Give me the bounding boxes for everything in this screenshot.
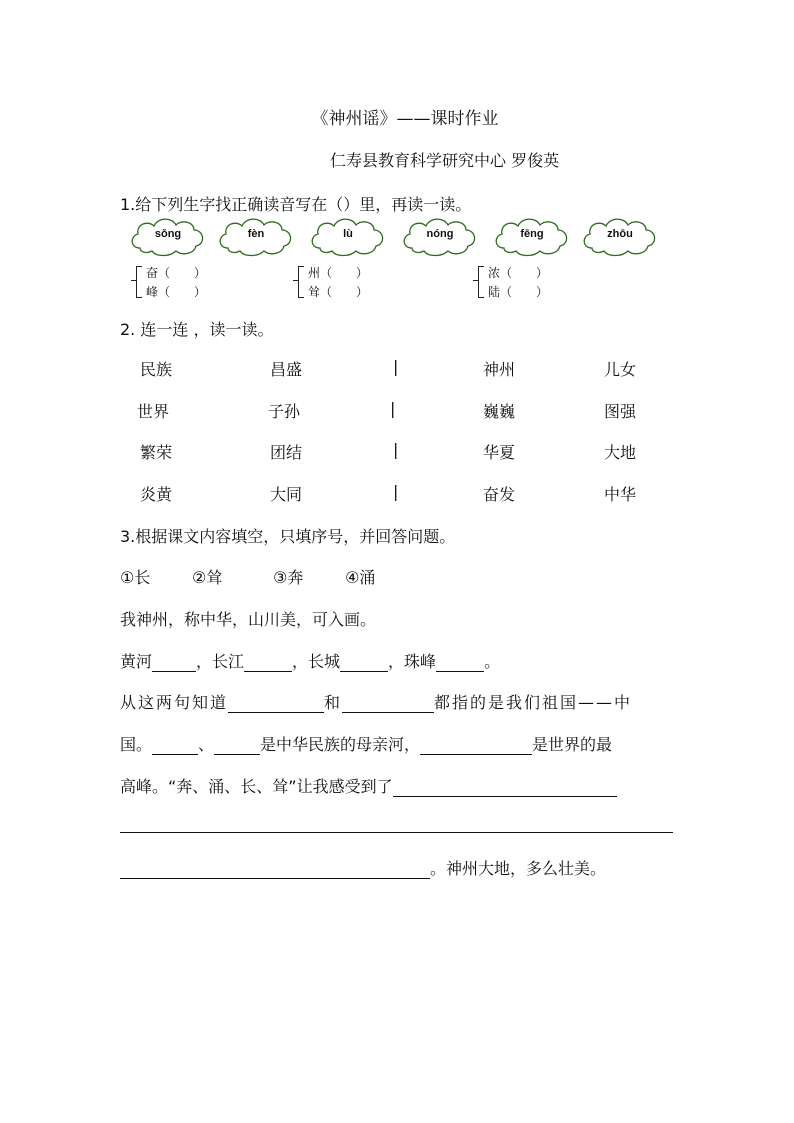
question-3-prompt: 3.根据课文内容填空，只填序号，并回答问题。 (120, 527, 456, 546)
character-blank[interactable]: 浓（ ） (488, 266, 549, 280)
brace-icon (298, 266, 304, 298)
answer-blank[interactable] (342, 694, 434, 713)
match-word[interactable]: 昌盛 (270, 360, 303, 379)
pinyin-label: fēng (520, 228, 544, 240)
answer-line[interactable] (120, 832, 673, 833)
poem-line: 我神州，称中华，山川美，可入画。 (120, 610, 377, 629)
character-blank[interactable]: 奋（ ） (146, 266, 207, 280)
question-2-prompt: 2. 连一连 ，读一读。 (120, 320, 274, 339)
character-pair-group (298, 264, 408, 300)
answer-blank[interactable] (214, 736, 260, 755)
match-word[interactable]: 华夏 (483, 443, 516, 462)
match-word[interactable]: 民族 (140, 360, 173, 379)
pinyin-label: zhōu (607, 228, 633, 240)
pinyin-cloud (308, 214, 388, 260)
author-line: 仁寿县教育科学研究中心 罗俊英 (330, 151, 560, 170)
pinyin-cloud (216, 214, 296, 260)
match-word[interactable]: 神州 (483, 360, 516, 379)
character-pair-group (478, 264, 588, 300)
pinyin-label: nóng (426, 228, 454, 240)
fill-blank-line: 国。 、 是中华民族的母亲河， 是世界的最 (120, 735, 613, 754)
answer-blank[interactable] (420, 736, 532, 755)
character-blank[interactable]: 峰（ ） (146, 285, 207, 299)
match-word[interactable]: 奋发 (483, 485, 516, 504)
pinyin-cloud-row (128, 214, 668, 262)
answer-blank[interactable] (393, 778, 617, 797)
match-word[interactable]: 世界 (137, 402, 170, 421)
answer-blank[interactable] (120, 860, 430, 879)
fill-blank-line: 高峰。“奔、涌、长、耸”让我感受到了 (120, 774, 617, 797)
answer-blank[interactable] (436, 653, 484, 672)
pinyin-cloud (400, 214, 480, 260)
character-blank[interactable]: 陆（ ） (488, 285, 549, 299)
pinyin-label: sǒng (154, 228, 182, 240)
match-word[interactable]: 中华 (604, 485, 637, 504)
option-item: ①长 (120, 568, 151, 587)
pinyin-cloud (492, 214, 572, 260)
pinyin-label: fèn (247, 228, 265, 240)
answer-blank[interactable] (244, 653, 292, 672)
brace-icon (478, 266, 484, 298)
answer-blank[interactable] (228, 694, 324, 713)
option-item: ③奔 (273, 568, 304, 587)
match-word[interactable]: 繁荣 (140, 443, 173, 462)
match-word[interactable]: 子孙 (268, 402, 301, 421)
match-divider: | (390, 399, 396, 418)
match-divider: | (393, 482, 399, 501)
match-word[interactable]: 儿女 (604, 360, 637, 379)
character-blank[interactable]: 耸（ ） (308, 285, 369, 299)
brace-icon (136, 266, 142, 298)
match-word[interactable]: 大同 (270, 485, 303, 504)
answer-blank[interactable] (152, 736, 198, 755)
fill-blank-line: 从这两句知道 和 都指的是我们祖国——中 (120, 693, 633, 712)
answer-blank[interactable] (152, 653, 196, 672)
question-1-prompt: 1.给下列生字找正确读音写在（）里，再读一读。 (120, 195, 472, 214)
match-divider: | (393, 440, 399, 459)
page-title: 《神州谣》——课时作业 (311, 109, 499, 129)
match-divider: | (393, 357, 399, 376)
match-word[interactable]: 团结 (270, 443, 303, 462)
answer-blank[interactable] (340, 653, 388, 672)
option-item: ④涌 (345, 568, 376, 587)
match-word[interactable]: 巍巍 (483, 402, 516, 421)
pinyin-cloud (580, 214, 660, 260)
fill-blank-line: 黄河 ，长江 ，长城 ，珠峰 。 (120, 652, 501, 671)
option-item: ②耸 (192, 568, 223, 587)
match-word[interactable]: 大地 (604, 443, 637, 462)
character-pair-group (136, 264, 246, 300)
match-word[interactable]: 图强 (604, 402, 637, 421)
character-blank[interactable]: 州（ ） (308, 266, 369, 280)
pinyin-label: lù (343, 228, 353, 240)
pinyin-cloud (128, 214, 208, 260)
match-word[interactable]: 炎黄 (140, 485, 173, 504)
fill-blank-line: 。神州大地，多么壮美。 (120, 856, 606, 879)
